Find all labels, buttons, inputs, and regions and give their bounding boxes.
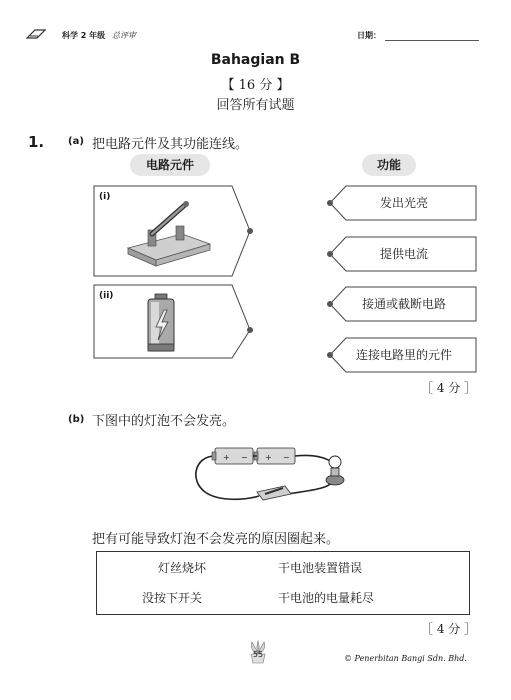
header-subtitle: 总评审	[112, 31, 136, 40]
battery-sign-3: +	[265, 453, 272, 462]
battery-icon	[254, 448, 295, 464]
battery-sign-2: −	[241, 453, 248, 462]
page-number: 55	[252, 650, 264, 659]
section-instruction: 回答所有试题	[216, 98, 295, 113]
total-marks: 【 16 分 】	[221, 78, 290, 93]
header-subject: 科学 2 年级	[62, 31, 106, 40]
component-box-i	[94, 186, 250, 276]
date-label: 日期：	[357, 31, 381, 40]
match-dot	[247, 327, 253, 333]
match-dot	[247, 228, 253, 234]
part-b-marks: ［ 4 分 ］	[421, 622, 477, 636]
part-b-label: (b)	[68, 414, 85, 425]
components-header: 电路元件	[130, 154, 210, 176]
part-a-text: 把电路元件及其功能连线。	[92, 137, 249, 152]
option-3[interactable]: 没按下开关	[142, 591, 203, 605]
battery-sign-4: −	[283, 453, 290, 462]
part-b-text: 下图中的灯泡不会发亮。	[92, 414, 236, 429]
part-b-instruction: 把有可能导致灯泡不会发亮的原因圈起来。	[92, 532, 340, 547]
section-title: Bahagian B	[210, 52, 301, 68]
book-icon	[26, 28, 46, 40]
option-2[interactable]: 干电池装置错误	[278, 561, 363, 575]
option-4[interactable]: 干电池的电量耗尽	[278, 591, 375, 605]
battery-icon	[212, 448, 253, 464]
date-field[interactable]	[385, 40, 479, 41]
copyright: © Penerbitan Bangi Sdn. Bhd.	[344, 654, 467, 663]
functions-header: 功能	[362, 154, 416, 176]
function-text-4[interactable]: 连接电路里的元件	[355, 348, 452, 362]
switch-icon	[257, 486, 291, 500]
part-a-label: (a)	[68, 136, 84, 147]
component-label-i: (i)	[99, 192, 111, 202]
circuit-diagram	[185, 430, 355, 510]
function-text-1[interactable]: 发出光亮	[379, 196, 428, 210]
battery-sign-1: +	[223, 453, 230, 462]
battery-icon	[148, 294, 174, 351]
component-label-ii: (ii)	[99, 291, 114, 301]
question-number: 1.	[28, 133, 45, 151]
function-text-3[interactable]: 接通或截断电路	[361, 297, 446, 311]
function-text-2[interactable]: 提供电流	[379, 247, 428, 261]
part-a-marks: ［ 4 分 ］	[421, 381, 477, 395]
component-boxes	[92, 182, 262, 362]
option-1[interactable]: 灯丝烧坏	[158, 561, 207, 575]
